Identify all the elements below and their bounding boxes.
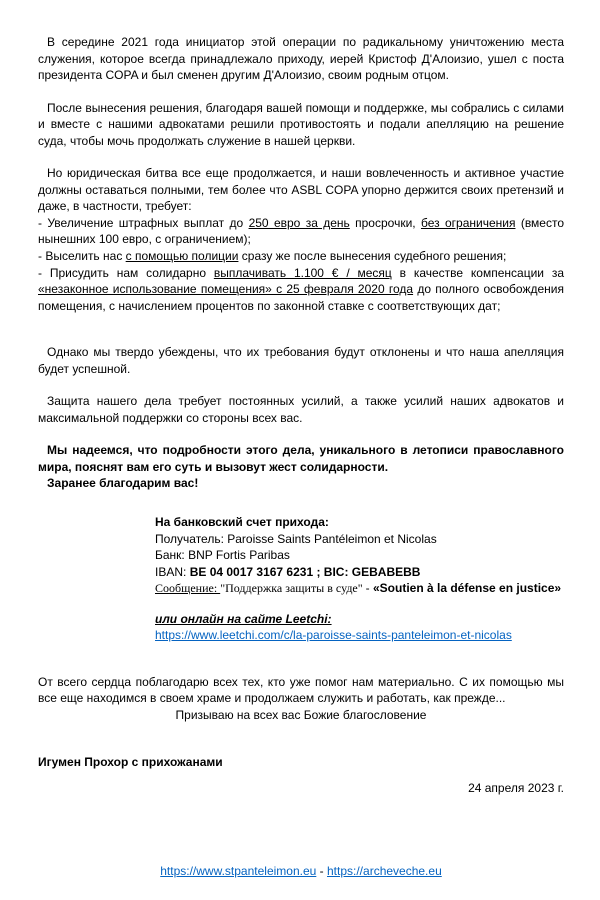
paragraph-legal-battle xyxy=(38,165,564,215)
paragraph-defense-effort xyxy=(38,393,564,426)
paragraph-conviction xyxy=(38,344,564,377)
bank-recipient xyxy=(155,531,564,548)
text-segment: Получатель: Paroisse Saints Pantéleimon et Nicolas xyxy=(155,531,437,546)
text-segment: "Поддержка защиты в суде" xyxy=(220,581,366,596)
hyperlink[interactable]: https://www.stpanteleimon.eu xyxy=(160,864,317,879)
text-segment: - Увеличение штрафных выплат до xyxy=(38,215,249,230)
text-segment: выплачивать 1.100 € / месяц xyxy=(213,265,392,280)
bank-name xyxy=(155,547,564,564)
text-segment: После вынесения решения, благодаря вашей помощи и поддержке, мы собрались с силами и вместе с нашими адвокатами решили противостоять и подали апелляцию на решение суда, чтобы мочь продолжать служение в нашей церкви. xyxy=(38,100,564,148)
signature-line xyxy=(38,754,564,771)
bank-title xyxy=(155,514,564,531)
text-segment: просрочки, xyxy=(349,215,421,230)
text-segment: с помощью полиции xyxy=(125,249,239,264)
text-segment: BE 04 0017 3167 6231 ; BIC: GEBABEBB xyxy=(189,564,421,579)
text-segment: В середине 2021 года инициатор этой операции по радикальному уничтожению места служения, которое всегда принадлежало приходу, иерей Кристоф Д'Алоизио, ушел с поста президента COPA и был сменен другим Д'Алоизио, своим родным отцом. xyxy=(38,35,564,83)
paragraph-thanks xyxy=(38,475,564,492)
footer-links xyxy=(38,863,564,886)
text-segment: На банковский счет прихода: xyxy=(155,515,329,530)
leetchi-link-line xyxy=(155,627,564,644)
text-segment: Мы надеемся, что подробности этого дела, уникального в летописи православного мира, пояснят вам его суть и вызовут жест солидарности. xyxy=(38,443,564,474)
text-segment: - Присудить нам солидарно xyxy=(38,265,214,280)
text-segment: Но юридическая битва все еще продолжается, и наши вовлеченность и активное участие должны оставаться полными, тем более что ASBL COPA упорно держится своих претензий и даже, в частности, требует: xyxy=(38,166,564,214)
text-segment: сразу же после вынесения судебного решения; xyxy=(238,249,507,264)
hyperlink[interactable]: https://archeveche.eu xyxy=(327,864,442,879)
bank-details-block xyxy=(155,514,564,674)
paragraph-hope-solidarity xyxy=(38,442,564,475)
text-segment: Заранее благодарим вас! xyxy=(47,476,199,491)
text-segment: - xyxy=(316,864,327,879)
paragraph-initiator xyxy=(38,34,564,84)
leetchi-label xyxy=(155,611,564,628)
blessing-line xyxy=(38,707,564,724)
text-segment: Однако мы твердо убеждены, что их требования будут отклонены и что наша апелляция будет успешной. xyxy=(38,345,564,376)
text-segment: без ограничения xyxy=(420,215,516,230)
text-segment: «незаконное использование помещения» с 25 февраля 2020 года xyxy=(38,282,414,297)
text-segment: или онлайн на сайте Leetchi: xyxy=(155,611,332,626)
text-segment: в качестве компенсации за xyxy=(391,265,564,280)
paragraph-appeal-decision xyxy=(38,100,564,150)
text-segment: - Выселить нас xyxy=(38,249,126,264)
text-segment: Призываю на всех вас Божие благословение xyxy=(175,707,427,722)
hyperlink[interactable]: https://www.leetchi.com/c/la-paroisse-saints-panteleimon-et-nicolas xyxy=(155,628,512,643)
text-segment: Защита нашего дела требует постоянных усилий, а также усилий наших адвокатов и максимальной поддержки со стороны всех вас. xyxy=(38,394,564,425)
paragraph-gratitude xyxy=(38,674,564,707)
text-segment: - xyxy=(365,581,373,596)
date-line xyxy=(38,780,564,797)
list-item-penalty-increase xyxy=(38,215,564,248)
bank-transfer-message xyxy=(155,580,564,597)
bank-iban-bic xyxy=(155,564,564,581)
text-segment: до полного освобождения помещения, с начислением процентов по законной ставке с соответствующих дат; xyxy=(38,282,564,313)
text-segment: Банк: BNP Fortis Paribas xyxy=(155,548,290,563)
text-segment: Игумен Прохор с прихожанами xyxy=(38,754,223,769)
text-segment: 250 евро за день xyxy=(248,215,350,230)
text-segment: «Soutien à la défense en justice» xyxy=(373,581,562,596)
text-segment: Сообщение: xyxy=(155,581,221,596)
list-item-police-eviction xyxy=(38,248,564,265)
text-segment: От всего сердца поблагодарю всех тех, кто уже помог нам материально. С их помощью мы все еще находимся в своем храме и продолжаем служить и работать, как прежде... xyxy=(38,674,564,706)
list-item-compensation xyxy=(38,265,564,315)
text-segment: 24 апреля 2023 г. xyxy=(468,781,564,796)
text-segment: (вместо нынешних 100 евро, с ограничением); xyxy=(38,215,565,247)
text-segment: IBAN: xyxy=(155,564,190,579)
